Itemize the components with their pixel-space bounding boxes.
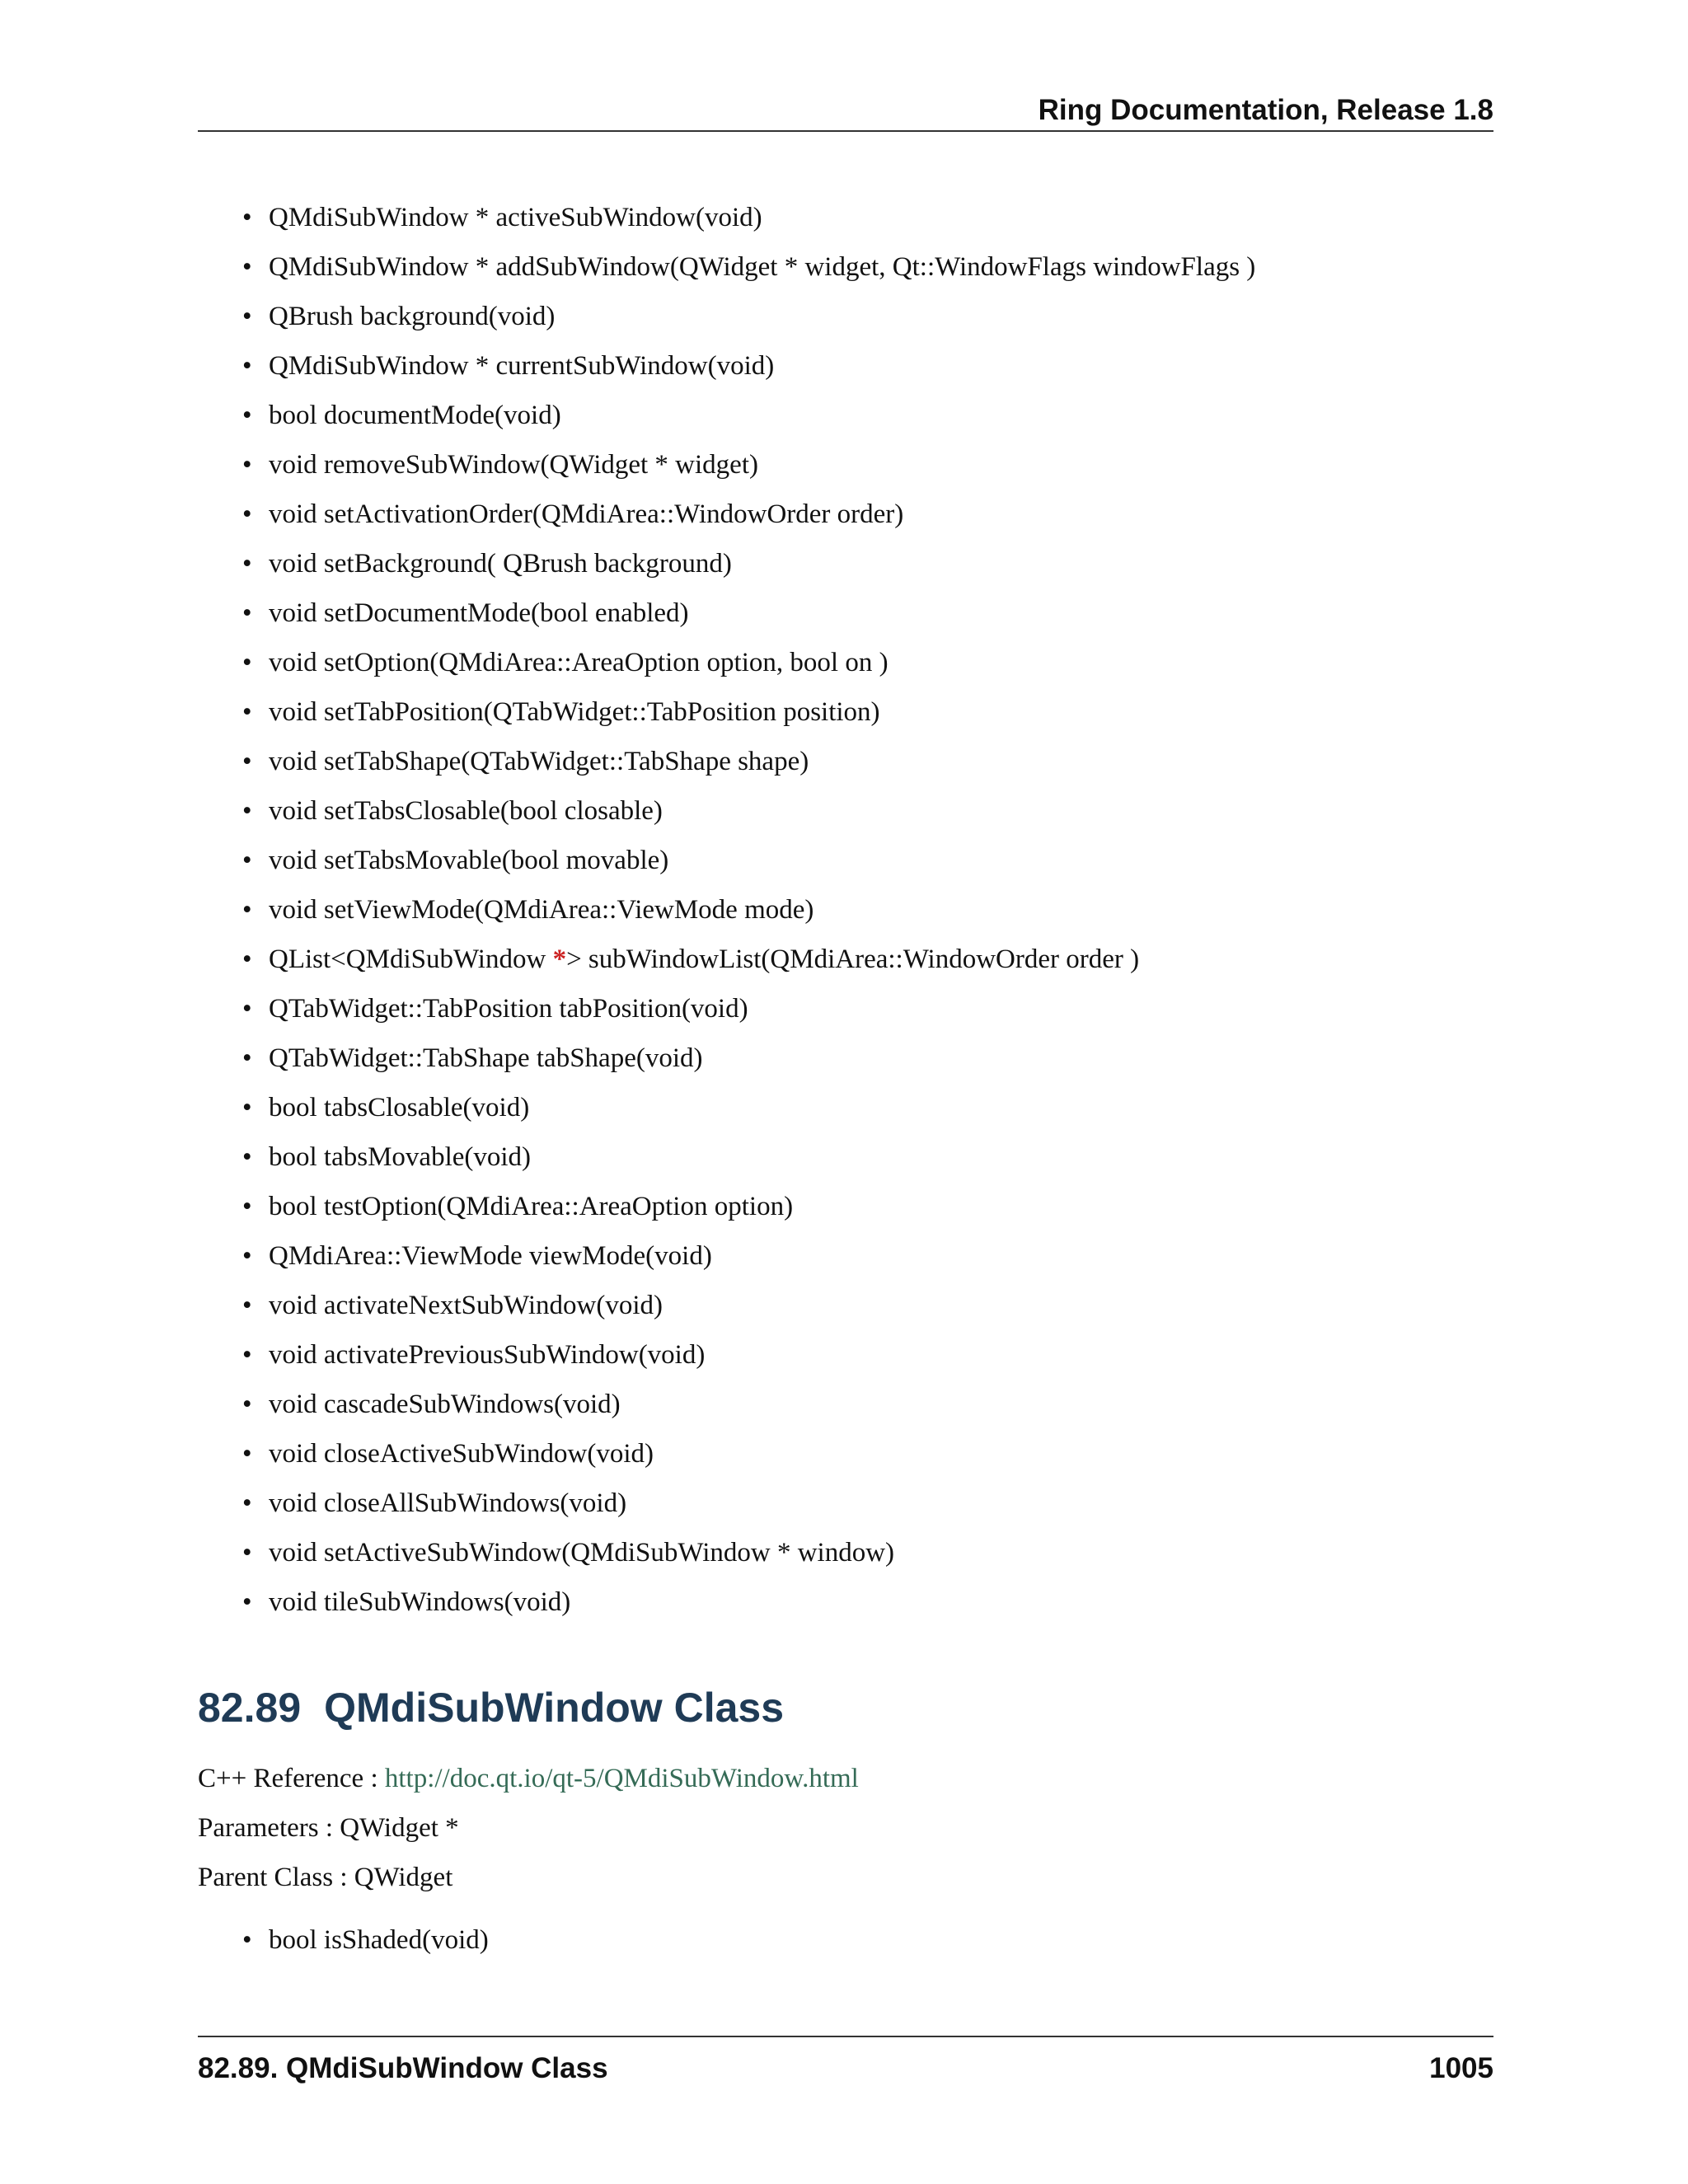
- method-signature: void setActivationOrder(QMdiArea::WindowOrder order): [269, 499, 904, 529]
- list-item: [198, 842, 1255, 892]
- section-heading: [198, 1681, 784, 1734]
- method-signature: void setActiveSubWindow(QMdiSubWindow * window): [269, 1538, 895, 1568]
- method-signature: void cascadeSubWindows(void): [269, 1390, 621, 1419]
- list-item: [198, 496, 1255, 546]
- list-item: [198, 298, 1255, 348]
- document-title: Ring Documentation, Release 1.8: [1038, 94, 1493, 126]
- list-item: [198, 1139, 1255, 1188]
- bullet-icon: •: [242, 895, 252, 925]
- bullet-icon: •: [242, 1291, 252, 1320]
- method-signature: QBrush background(void): [269, 302, 556, 331]
- method-signature: void tileSubWindows(void): [269, 1587, 571, 1617]
- list-item: [198, 1535, 1255, 1584]
- section-number: 82.89: [198, 1685, 302, 1731]
- bullet-icon: •: [242, 1538, 252, 1568]
- list-item: [198, 1188, 1255, 1238]
- list-item: [198, 1485, 1255, 1535]
- list-item: [198, 1090, 1255, 1139]
- list-item: [198, 1238, 1255, 1287]
- list-item: [198, 1584, 1255, 1633]
- cpp-reference-label: C++ Reference :: [198, 1764, 385, 1793]
- bullet-icon: •: [242, 351, 252, 381]
- bullet-icon: •: [242, 1925, 252, 1955]
- bullet-icon: •: [242, 302, 252, 331]
- signature-part: > subWindowList(QMdiArea::WindowOrder order ): [566, 944, 1140, 974]
- bullet-icon: •: [242, 648, 252, 677]
- bullet-icon: •: [242, 1587, 252, 1617]
- bullet-icon: •: [242, 846, 252, 875]
- bullet-icon: •: [242, 1043, 252, 1073]
- bullet-icon: •: [242, 549, 252, 579]
- bullet-icon: •: [242, 1439, 252, 1469]
- page-footer: [198, 2036, 1493, 2084]
- bullet-icon: •: [242, 944, 252, 974]
- cpp-reference: [198, 1760, 859, 1797]
- method-signature: QMdiSubWindow * activeSubWindow(void): [269, 203, 762, 232]
- subwindow-method-list: [198, 1922, 489, 1971]
- parent-class-line: Parent Class : QWidget: [198, 1863, 453, 1892]
- list-item: [198, 1287, 1255, 1337]
- list-item: [198, 1386, 1255, 1436]
- list-item: [198, 199, 1255, 249]
- method-signature: void setTabPosition(QTabWidget::TabPosition position): [269, 697, 880, 727]
- bullet-icon: •: [242, 499, 252, 529]
- method-signature: QMdiSubWindow * currentSubWindow(void): [269, 351, 775, 381]
- bullet-icon: •: [242, 1340, 252, 1370]
- method-signature: void closeAllSubWindows(void): [269, 1488, 627, 1518]
- method-signature: void activateNextSubWindow(void): [269, 1291, 663, 1320]
- bullet-icon: •: [242, 796, 252, 826]
- method-signature: QTabWidget::TabPosition tabPosition(void): [269, 994, 748, 1024]
- method-signature: bool tabsMovable(void): [269, 1142, 532, 1172]
- page-number: 1005: [1429, 2052, 1493, 2084]
- footer-section: 82.89. QMdiSubWindow Class: [198, 2052, 608, 2084]
- method-signature: void setTabShape(QTabWidget::TabShape shape): [269, 747, 809, 776]
- list-item: [198, 397, 1255, 447]
- list-item: [198, 941, 1255, 991]
- method-signature: QTabWidget::TabShape tabShape(void): [269, 1043, 703, 1073]
- list-item: [198, 348, 1255, 397]
- list-item: [198, 1040, 1255, 1090]
- method-signature: void setDocumentMode(bool enabled): [269, 598, 689, 628]
- method-signature: void activatePreviousSubWindow(void): [269, 1340, 706, 1370]
- method-signature: QMdiArea::ViewMode viewMode(void): [269, 1241, 712, 1271]
- method-signature: [269, 944, 1139, 974]
- method-signature: void setTabsClosable(bool closable): [269, 796, 663, 826]
- bullet-icon: •: [242, 697, 252, 727]
- list-item: [198, 694, 1255, 743]
- bullet-icon: •: [242, 450, 252, 480]
- method-signature: void setViewMode(QMdiArea::ViewMode mode): [269, 895, 814, 925]
- method-signature: bool documentMode(void): [269, 401, 561, 430]
- bullet-icon: •: [242, 401, 252, 430]
- bullet-icon: •: [242, 1142, 252, 1172]
- bullet-icon: •: [242, 1192, 252, 1221]
- parameters-line: Parameters : QWidget *: [198, 1813, 459, 1843]
- method-signature: bool testOption(QMdiArea::AreaOption option): [269, 1192, 794, 1221]
- bullet-icon: •: [242, 1488, 252, 1518]
- method-signature: void setBackground( QBrush background): [269, 549, 732, 579]
- list-item: [198, 546, 1255, 595]
- bullet-icon: •: [242, 1390, 252, 1419]
- bullet-icon: •: [242, 1241, 252, 1271]
- section-title: QMdiSubWindow Class: [324, 1685, 785, 1731]
- signature-part: QList<QMdiSubWindow: [269, 944, 553, 974]
- method-signature: void setTabsMovable(bool movable): [269, 846, 669, 875]
- page-header: [198, 92, 1493, 132]
- method-signature: void closeActiveSubWindow(void): [269, 1439, 654, 1469]
- method-signature: void setOption(QMdiArea::AreaOption option, bool on ): [269, 648, 889, 677]
- cpp-reference-link[interactable]: http://doc.qt.io/qt-5/QMdiSubWindow.html: [384, 1764, 859, 1793]
- list-item: [198, 1337, 1255, 1386]
- method-signature: bool tabsClosable(void): [269, 1093, 530, 1122]
- list-item: [198, 743, 1255, 793]
- list-item: [198, 1436, 1255, 1485]
- list-item: [198, 1922, 489, 1971]
- list-item: [198, 595, 1255, 644]
- method-signature: void removeSubWindow(QWidget * widget): [269, 450, 758, 480]
- bullet-icon: •: [242, 1093, 252, 1122]
- bullet-icon: •: [242, 598, 252, 628]
- list-item: [198, 892, 1255, 941]
- list-item: [198, 447, 1255, 496]
- list-item: [198, 249, 1255, 298]
- pointer-highlight: *: [552, 944, 567, 974]
- bullet-icon: •: [242, 203, 252, 232]
- bullet-icon: •: [242, 747, 252, 776]
- method-signature: bool isShaded(void): [269, 1925, 489, 1955]
- list-item: [198, 644, 1255, 694]
- list-item: [198, 991, 1255, 1040]
- bullet-icon: •: [242, 994, 252, 1024]
- bullet-icon: •: [242, 252, 252, 282]
- method-signature: QMdiSubWindow * addSubWindow(QWidget * widget, Qt::WindowFlags windowFlags ): [269, 252, 1256, 282]
- list-item: [198, 793, 1255, 842]
- method-list: [198, 199, 1255, 1633]
